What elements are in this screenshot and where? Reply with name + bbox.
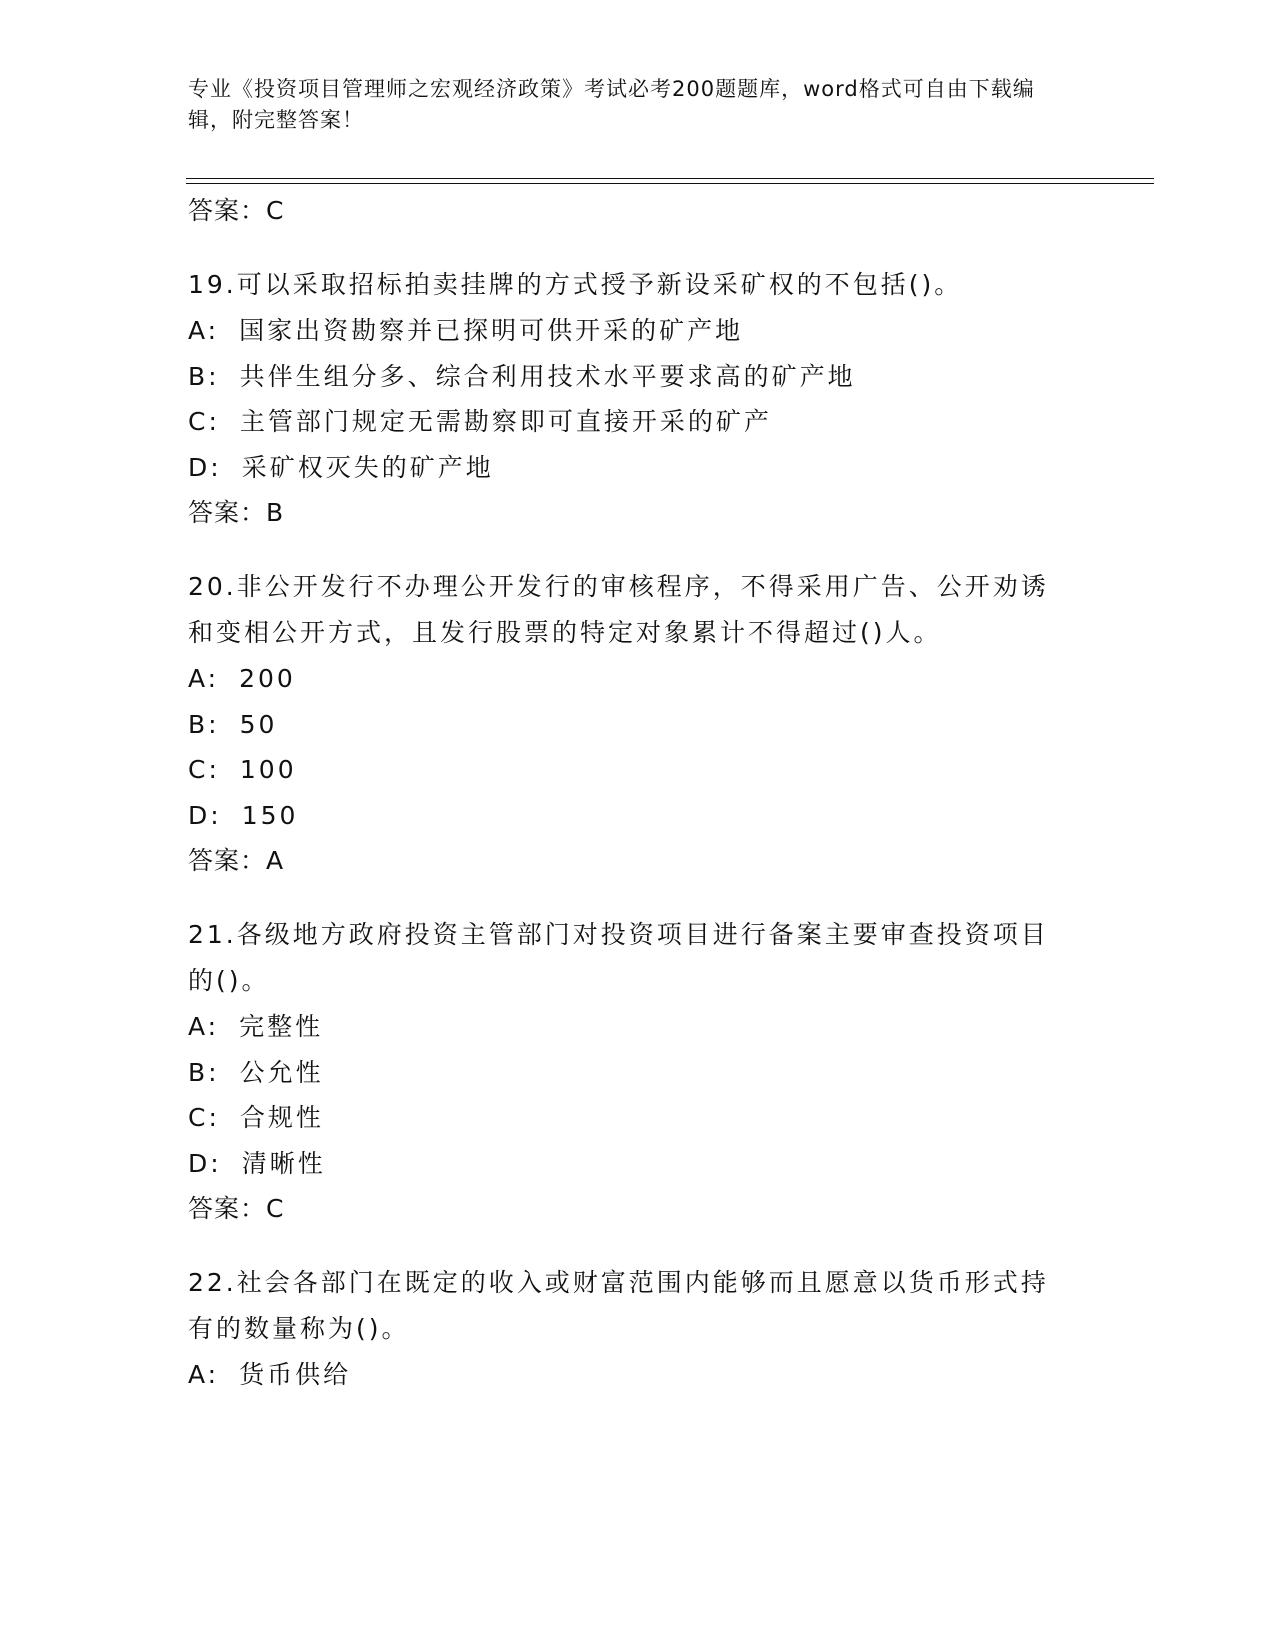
answer-label: 答案： (188, 196, 267, 225)
option-letter: D: (188, 800, 222, 830)
option-letter: B: (188, 709, 220, 739)
question-block (188, 564, 1068, 884)
option-text: 清晰性 (241, 1148, 326, 1178)
option-letter: C: (188, 755, 220, 784)
answer-label: 答案： (188, 1194, 267, 1223)
option-text: 采矿权灭失的矿产地 (241, 452, 494, 482)
option-text: 200 (239, 664, 296, 693)
option-line (188, 702, 1068, 748)
question-number: 21. (188, 920, 237, 949)
option-line (188, 656, 1068, 702)
option-text: 共伴生组分多、综合利用技术水平要求高的矿产地 (239, 361, 856, 391)
header-rule-bottom (186, 183, 1154, 184)
option-text: 50 (239, 709, 278, 739)
option-letter: A: (188, 664, 220, 693)
option-line (188, 1050, 1068, 1096)
answer-line (188, 490, 1068, 536)
option-letter: B: (188, 361, 220, 391)
option-line (188, 1095, 1068, 1141)
answer-value: C (266, 196, 285, 225)
question-block (188, 912, 1068, 1232)
question-block (188, 262, 1068, 536)
answer-value: A (266, 846, 285, 875)
option-letter: D: (188, 452, 222, 482)
question-body: 各级地方政府投资主管部门对投资项目进行备案主要审查投资项目的()。 (188, 920, 1049, 995)
question-body: 非公开发行不办理公开发行的审核程序，不得采用广告、公开劝诱和变相公开方式，且发行股票的特定对象累计不得超过()人。 (188, 572, 1049, 647)
question-number: 19. (188, 270, 237, 299)
option-letter: B: (188, 1057, 220, 1087)
question-body: 可以采取招标拍卖挂牌的方式授予新设采矿权的不包括()。 (236, 270, 963, 299)
option-text: 合规性 (239, 1103, 324, 1132)
option-letter: A: (188, 1360, 220, 1389)
option-line (188, 445, 1068, 491)
option-text: 公允性 (239, 1057, 324, 1087)
option-line (188, 793, 1068, 839)
document-header: 专业《投资项目管理师之宏观经济政策》考试必考200题题库，word格式可自由下载编辑，附完整答案！ (188, 77, 1035, 132)
option-letter: A: (188, 316, 220, 345)
option-text: 150 (241, 800, 299, 830)
question-text (188, 1260, 1068, 1352)
answer-line (188, 1186, 1068, 1232)
question-block (188, 1260, 1068, 1398)
option-text: 完整性 (239, 1012, 324, 1041)
option-text: 国家出资勘察并已探明可供开采的矿产地 (239, 316, 744, 345)
option-line (188, 747, 1068, 793)
header-rule-top (186, 178, 1154, 179)
option-line (188, 308, 1068, 354)
answer-label: 答案： (188, 846, 267, 875)
answer-line (188, 838, 1068, 884)
option-line (188, 1004, 1068, 1050)
question-text (188, 262, 1068, 308)
option-line (188, 354, 1068, 400)
option-letter: A: (188, 1012, 220, 1041)
answer-label: 答案： (188, 498, 267, 527)
answer-value: B (266, 498, 285, 527)
option-line (188, 399, 1068, 445)
option-letter: D: (188, 1148, 222, 1178)
answer-value: C (266, 1194, 285, 1223)
option-line (188, 1352, 1068, 1398)
option-text: 主管部门规定无需勘察即可直接开采的矿产 (239, 407, 772, 436)
question-number: 22. (188, 1268, 237, 1297)
option-letter: C: (188, 407, 220, 436)
question-number: 20. (188, 572, 237, 601)
question-text (188, 912, 1068, 1004)
option-text: 货币供给 (239, 1360, 352, 1389)
option-line (188, 1141, 1068, 1187)
question-list (188, 188, 1068, 1398)
option-text: 100 (239, 755, 297, 784)
question-text (188, 564, 1068, 656)
option-letter: C: (188, 1103, 220, 1132)
question-body: 社会各部门在既定的收入或财富范围内能够而且愿意以货币形式持有的数量称为()。 (188, 1268, 1049, 1343)
answer-line (188, 188, 1068, 234)
